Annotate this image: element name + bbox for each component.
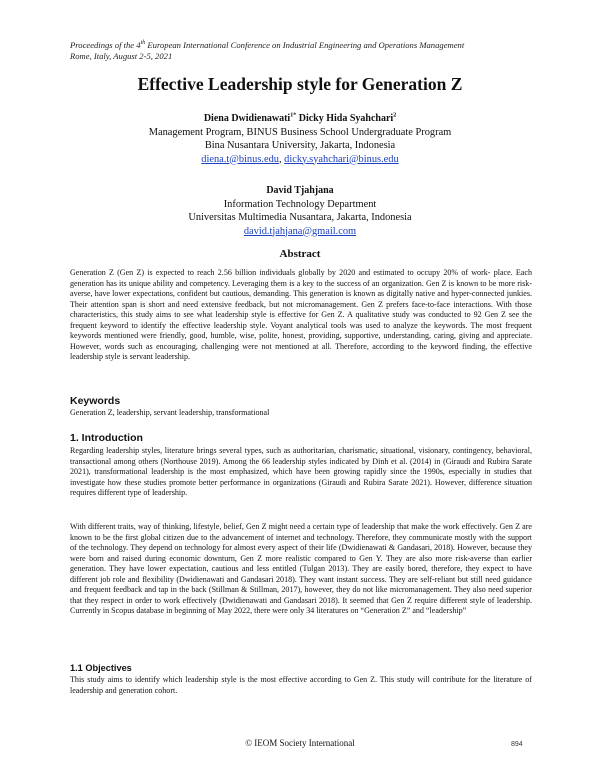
email-link[interactable]: dicky.syahchari@binus.edu	[284, 153, 399, 165]
intro-paragraph-2: With different traits, way of thinking, lifestyle, belief, Gen Z might need a certain type of leadership that make the work effectively. Gen Z are known to be the first global citizen due to the advancement of internet and technology. Therefore, they communicate mostly with the support of the technology. They depend on technology for almost every aspect of their life (Dwidienawati & Gandasari, 2018). However, because they were born and raised during economic downturn, Gen Z more realistic compared to Gen Y. They are also more risk-averse than earlier generation. They have lower expectation, cautious and less entitled (Tulgan 2013). They are easily bored, therefore, they expect to have different job role and flexibility (Dwidienawati and Gandasari 2018). They want instant success. They are self-reliant but still need guidance and frequent feedback and tap in the back (Stillman & Stillman, 2017), however, they do not like micromanagement. They also need superior that they respect in order to work effectively (Dwidienawati and Gandasari 2018). It seemed that Gen Z require different style of leadership. Currently in Scopus database in beginning of May 2022, there were only 34 literatures on “Generation Z” and “leadership”	[70, 522, 532, 615]
subsection-heading-objectives: 1.1 Objectives	[70, 663, 132, 673]
author-block-2	[0, 184, 600, 238]
section-heading-introduction: 1. Introduction	[70, 432, 143, 444]
email-link[interactable]: diena.t@binus.edu	[201, 153, 279, 165]
email-line	[0, 153, 600, 167]
paper-title: Effective Leadership style for Generation Z	[137, 74, 463, 94]
author-affil-mark: 1*	[290, 112, 297, 119]
intro-paragraph-1: Regarding leadership styles, literature brings several types, such as authoritarian, charismatic, situational, visionary, contingency, behavioral, transactional among others (Northouse 2019). Among the 66 leadership styles indicated by Dinh et al. (2014) in (Giraudi and Rubira Sarate 2021), transformational leadership is the most emphasized, which have been growing rapidly since the 1990s, especially in studies that investigate how these studies promote better performance in organizations (Giraudi and Rubira Sarate 2021). However, difference situation requires different type of leadership.	[70, 446, 532, 497]
abstract-text: Generation Z (Gen Z) is expected to reach 2.56 billion individuals globally by 2020 and estimated to occupy 20% of work- place. Each generation has its unique ability and competency. Leveraging them is a key to the success of an organization. Gen Z is known to be more risk-averse, have lower expectations, confident but cautious, demanding. This generation is known as digitally native and hyper-connected junkies. Their attention span is short and need extensive feedback, but not micromanagement. Gen Z prefers face-to-face interactions. With those characteristics, this study aims to see what leadership style is effective for Gen Z. A qualitative study was conducted to 92 Gen Z see the frequent keyword to identify the effective leadership style. Voyant analytical tools was used to analyze the keywords. The most frequent keywords mentioned were friendly, good, humble, wise, polite, honest, providing, supportive, understanding, caring, giving and appreciate. However, words such as encouraging, challenging were not mentioned at all. Therefore, according to the keyword finding, the effective leadership style is servant leadership.	[70, 268, 532, 361]
header-text: Proceedings of the 4	[70, 40, 141, 50]
header-superscript: th	[140, 40, 146, 47]
author-name: Diena Dwidienawati	[203, 113, 291, 124]
affiliation-line: Universitas Multimedia Nusantara, Jakarta, Indonesia	[188, 212, 412, 223]
running-header	[70, 40, 540, 62]
affiliation-line: Bina Nusantara University, Jakarta, Indonesia	[204, 140, 396, 151]
affiliation-line: Management Program, BINUS Business School Undergraduate Program	[148, 126, 452, 138]
author-affil-mark: 2	[393, 112, 397, 119]
footer-society: © IEOM Society International	[245, 738, 355, 748]
email-separator: ,	[278, 153, 285, 165]
keywords-text: Generation Z, leadership, servant leadership, transformational	[70, 408, 270, 417]
keywords-heading: Keywords	[70, 395, 121, 407]
header-line-2: Rome, Italy, August 2-5, 2021	[70, 51, 173, 61]
page-number: 894	[511, 741, 523, 748]
author-block-1	[0, 112, 600, 166]
author-name: Dicky Hida Syahchari	[296, 113, 394, 124]
abstract-heading: Abstract	[279, 248, 321, 260]
author-names	[0, 112, 600, 126]
objectives-text: This study aims to identify which leadership style is the most effective according to Gen Z. This study will contribute for the literature of leadership and generation cohort.	[70, 675, 532, 695]
author-name: David Tjahjana	[266, 185, 334, 196]
header-text-rest: European International Conference on Industrial Engineering and Operations Management	[145, 40, 465, 50]
header-line-1	[70, 40, 540, 51]
email-link[interactable]: david.tjahjana@gmail.com	[243, 225, 357, 237]
email-line	[0, 225, 600, 239]
affiliation-line: Information Technology Department	[223, 198, 377, 210]
